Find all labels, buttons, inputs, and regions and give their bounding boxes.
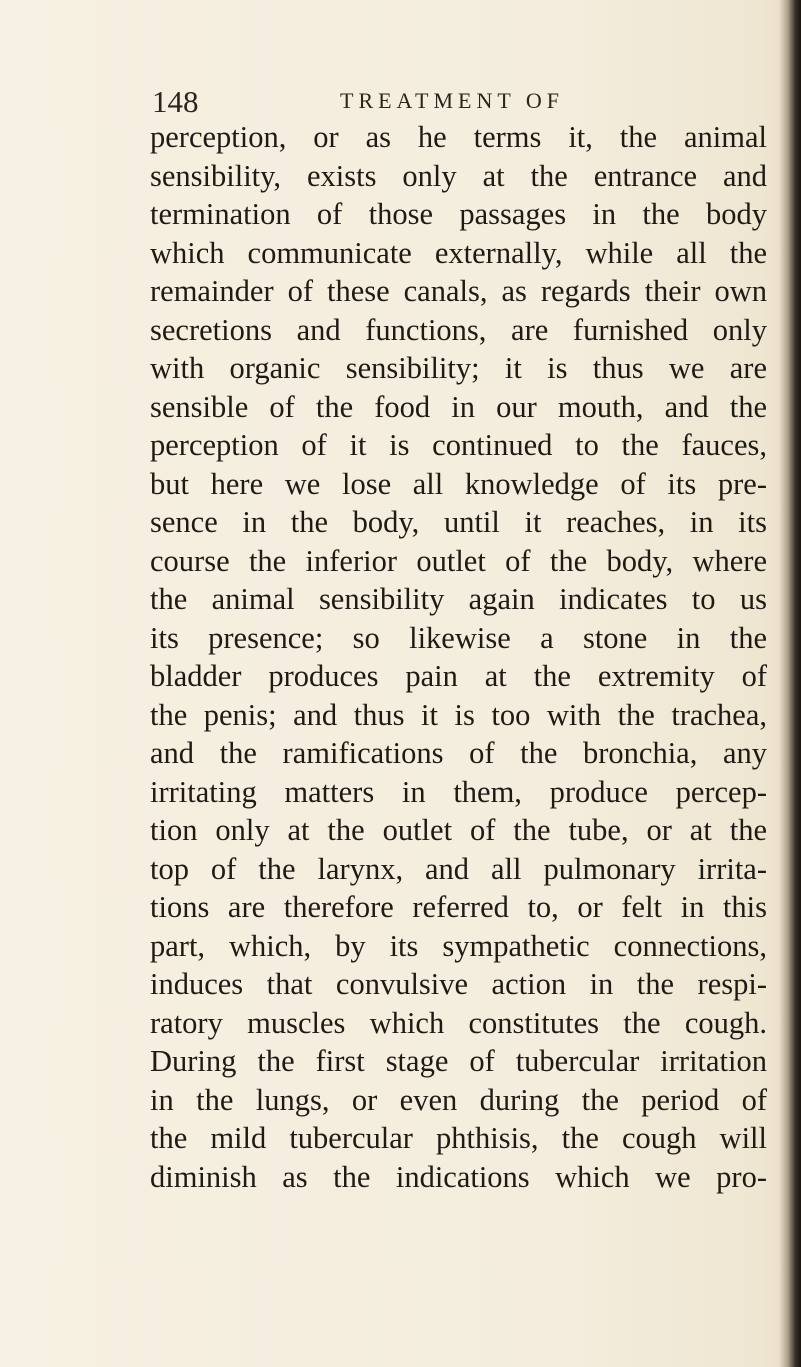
text-line: perception of it is continued to the fauces, [150,428,767,462]
text-line: induces that convulsive action in the respi- [150,967,767,1001]
text-line: sensible of the food in our mouth, and the [150,389,767,424]
text-line: tions are therefore referred to, or felt in this [150,890,767,924]
text-line: bladder produces pain at the extremity of [150,659,767,693]
text-line: the animal sensibility again indicates to us [150,582,767,616]
text-line: remainder of these canals, as regards their own [150,274,767,308]
text-line: in the lungs, or even during the period of [150,1082,767,1117]
running-title: TREATMENT OF [340,88,564,113]
text-line: diminish as the indications which we pro- [150,1159,767,1194]
page-number: 148 [152,84,199,119]
text-line: irritating matters in them, produce percep- [150,774,767,809]
text-line: perception, or as he terms it, the animal [150,120,767,154]
text-line: sence in the body, until it reaches, in its [150,505,767,539]
text-line: part, which, by its sympathetic connections, [150,928,767,963]
text-line: but here we lose all knowledge of its pre- [150,466,767,501]
text-line: tion only at the outlet of the tube, or at the [150,813,767,847]
text-line: course the inferior outlet of the body, where [150,543,767,578]
text-line: its presence; so likewise a stone in the [150,620,767,655]
text-line: which communicate externally, while all the [150,235,767,270]
text-line: the mild tubercular phthisis, the cough will [150,1121,767,1155]
text-line: secretions and functions, are furnished only [150,312,767,347]
page-edge-shadow [779,0,801,1367]
text-line: termination of those passages in the body [150,197,767,231]
text-line: During the first stage of tubercular irritation [150,1044,767,1078]
text-line: ratory muscles which constitutes the cough. [150,1005,767,1040]
text-line: and the ramifications of the bronchia, any [150,736,767,770]
text-line: sensibility, exists only at the entrance and [150,158,767,193]
text-line: the penis; and thus it is too with the trachea, [150,697,767,732]
body-text [150,118,770,1196]
text-line: with organic sensibility; it is thus we are [150,351,767,385]
text-line: top of the larynx, and all pulmonary irrita- [150,851,767,886]
